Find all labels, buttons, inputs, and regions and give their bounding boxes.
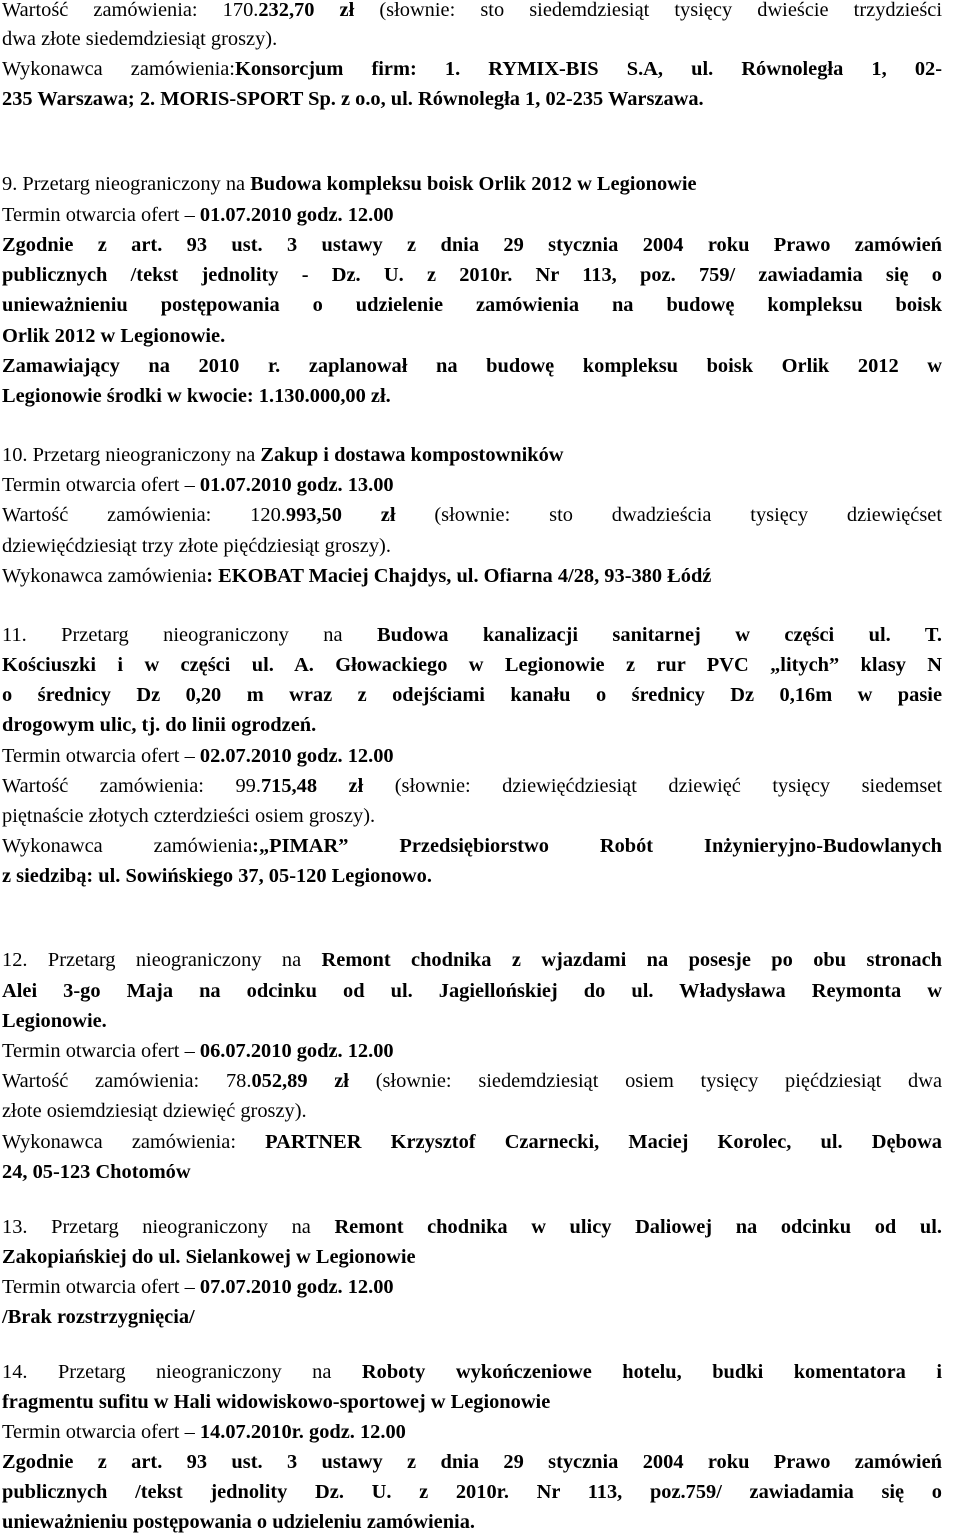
text-line: /Brak rozstrzygnięcia/	[2, 1306, 195, 1328]
text-line: z siedzibą: ul. Sowińskiego 37, 05-120 Legionowo.	[2, 865, 432, 887]
text-line: Wykonawca zamówienia: EKOBAT Maciej Chajdys, ul. Ofiarna 4/28, 93-380 Łódź	[2, 565, 712, 587]
text-line: dwa złote siedemdziesiąt groszy).	[2, 28, 278, 50]
text-line: dziewięćdziesiąt trzy złote pięćdziesiąt groszy).	[2, 535, 391, 557]
text-line: publicznych /tekst jednolity - Dz. U. z 2010r. Nr 113, poz. 759/ zawiadamia się o	[2, 264, 942, 286]
text-line: Orlik 2012 w Legionowie.	[2, 325, 226, 347]
text-line: Termin otwarcia ofert – 06.07.2010 godz. 12.00	[2, 1040, 394, 1062]
text-line: Wartość zamówienia: 120.993,50 zł (słownie: sto dwadzieścia tysięcy dziewięćset	[2, 504, 942, 526]
text-line: Termin otwarcia ofert – 07.07.2010 godz. 12.00	[2, 1276, 394, 1298]
text-line: 235 Warszawa; 2. MORIS-SPORT Sp. z o.o, ul. Równoległa 1, 02-235 Warszawa.	[2, 88, 704, 110]
text-line: Zgodnie z art. 93 ust. 3 ustawy z dnia 29 stycznia 2004 roku Prawo zamówień	[2, 234, 942, 256]
text-line: drogowym ulic, tj. do linii ogrodzeń.	[2, 714, 317, 736]
text-line: Legionowie.	[2, 1010, 107, 1032]
text-line: piętnaście złotych czterdzieści osiem groszy).	[2, 805, 376, 827]
section-heading-13: 13. Przetarg nieograniczony na Remont chodnika w ulicy Daliowej na odcinku od ul.	[2, 1216, 942, 1238]
text-line: Kościuszki i w części ul. A. Głowackiego w Legionowie z rur PVC „litych” klasy N	[2, 654, 942, 676]
text-line: Termin otwarcia ofert – 14.07.2010r. godz. 12.00	[2, 1421, 406, 1443]
text-line: Termin otwarcia ofert – 01.07.2010 godz. 13.00	[2, 474, 394, 496]
text-line: Wartość zamówienia: 78.052,89 zł (słownie: siedemdziesiąt osiem tysięcy pięćdziesiąt dwa	[2, 1070, 942, 1092]
text-line: złote osiemdziesiąt dziewięć groszy).	[2, 1100, 307, 1122]
text-line: Zamawiający na 2010 r. zaplanował na budowę kompleksu boisk Orlik 2012 w	[2, 355, 942, 377]
text-line: Legionowie środki w kwocie: 1.130.000,00 zł.	[2, 385, 391, 407]
text-line: Wykonawca zamówienia:Konsorcjum firm: 1. RYMIX-BIS S.A, ul. Równoległa 1, 02-	[2, 58, 943, 80]
text-line: fragmentu sufitu w Hali widowiskowo-sportowej w Legionowie	[2, 1391, 551, 1413]
text-line: Wykonawca zamówienia:„PIMAR” Przedsiębiorstwo Robót Inżynieryjno-Budowlanych	[2, 835, 942, 857]
text-line: Alei 3-go Maja na odcinku od ul. Jagiellońskiej do ul. Władysława Reymonta w	[2, 980, 942, 1002]
text-line: Wykonawca zamówienia: PARTNER Krzysztof Czarnecki, Maciej Korolec, ul. Dębowa	[2, 1131, 942, 1153]
text-line: Zakopiańskiej do ul. Sielankowej w Legionowie	[2, 1246, 416, 1268]
text-line: Wartość zamówienia: 99.715,48 zł (słownie: dziewięćdziesiąt dziewięć tysięcy siedemset	[2, 775, 942, 797]
section-heading-9: 9. Przetarg nieograniczony na Budowa kompleksu boisk Orlik 2012 w Legionowie	[2, 173, 697, 195]
section-heading-12: 12. Przetarg nieograniczony na Remont chodnika z wjazdami na posesje po obu stronach	[2, 949, 942, 971]
section-heading-10: 10. Przetarg nieograniczony na Zakup i dostawa kompostowników	[2, 444, 564, 466]
section-heading-11: 11. Przetarg nieograniczony na Budowa kanalizacji sanitarnej w części ul. T.	[2, 624, 942, 646]
section-heading-14: 14. Przetarg nieograniczony na Roboty wykończeniowe hotelu, budki komentatora i	[2, 1361, 942, 1383]
text-line: Termin otwarcia ofert – 02.07.2010 godz. 12.00	[2, 745, 394, 767]
text-line: publicznych /tekst jednolity Dz. U. z 2010r. Nr 113, poz.759/ zawiadamia się o	[2, 1481, 942, 1503]
text-line: Termin otwarcia ofert – 01.07.2010 godz. 12.00	[2, 204, 394, 226]
text-line: unieważnieniu postępowania o udzieleniu zamówienia.	[2, 1511, 475, 1533]
text-line: 24, 05-123 Chotomów	[2, 1161, 191, 1183]
text-line: unieważnieniu postępowania o udzielenie zamówienia na budowę kompleksu boisk	[2, 294, 942, 316]
text-line: Wartość zamówienia: 170.232,70 zł (słownie: sto siedemdziesiąt tysięcy dwieście trzydzieści	[2, 0, 942, 21]
text-line: o średnicy Dz 0,20 m wraz z odejściami kanału o średnicy Dz 0,16m w pasie	[2, 684, 942, 706]
text-line: Zgodnie z art. 93 ust. 3 ustawy z dnia 29 stycznia 2004 roku Prawo zamówień	[2, 1451, 942, 1473]
